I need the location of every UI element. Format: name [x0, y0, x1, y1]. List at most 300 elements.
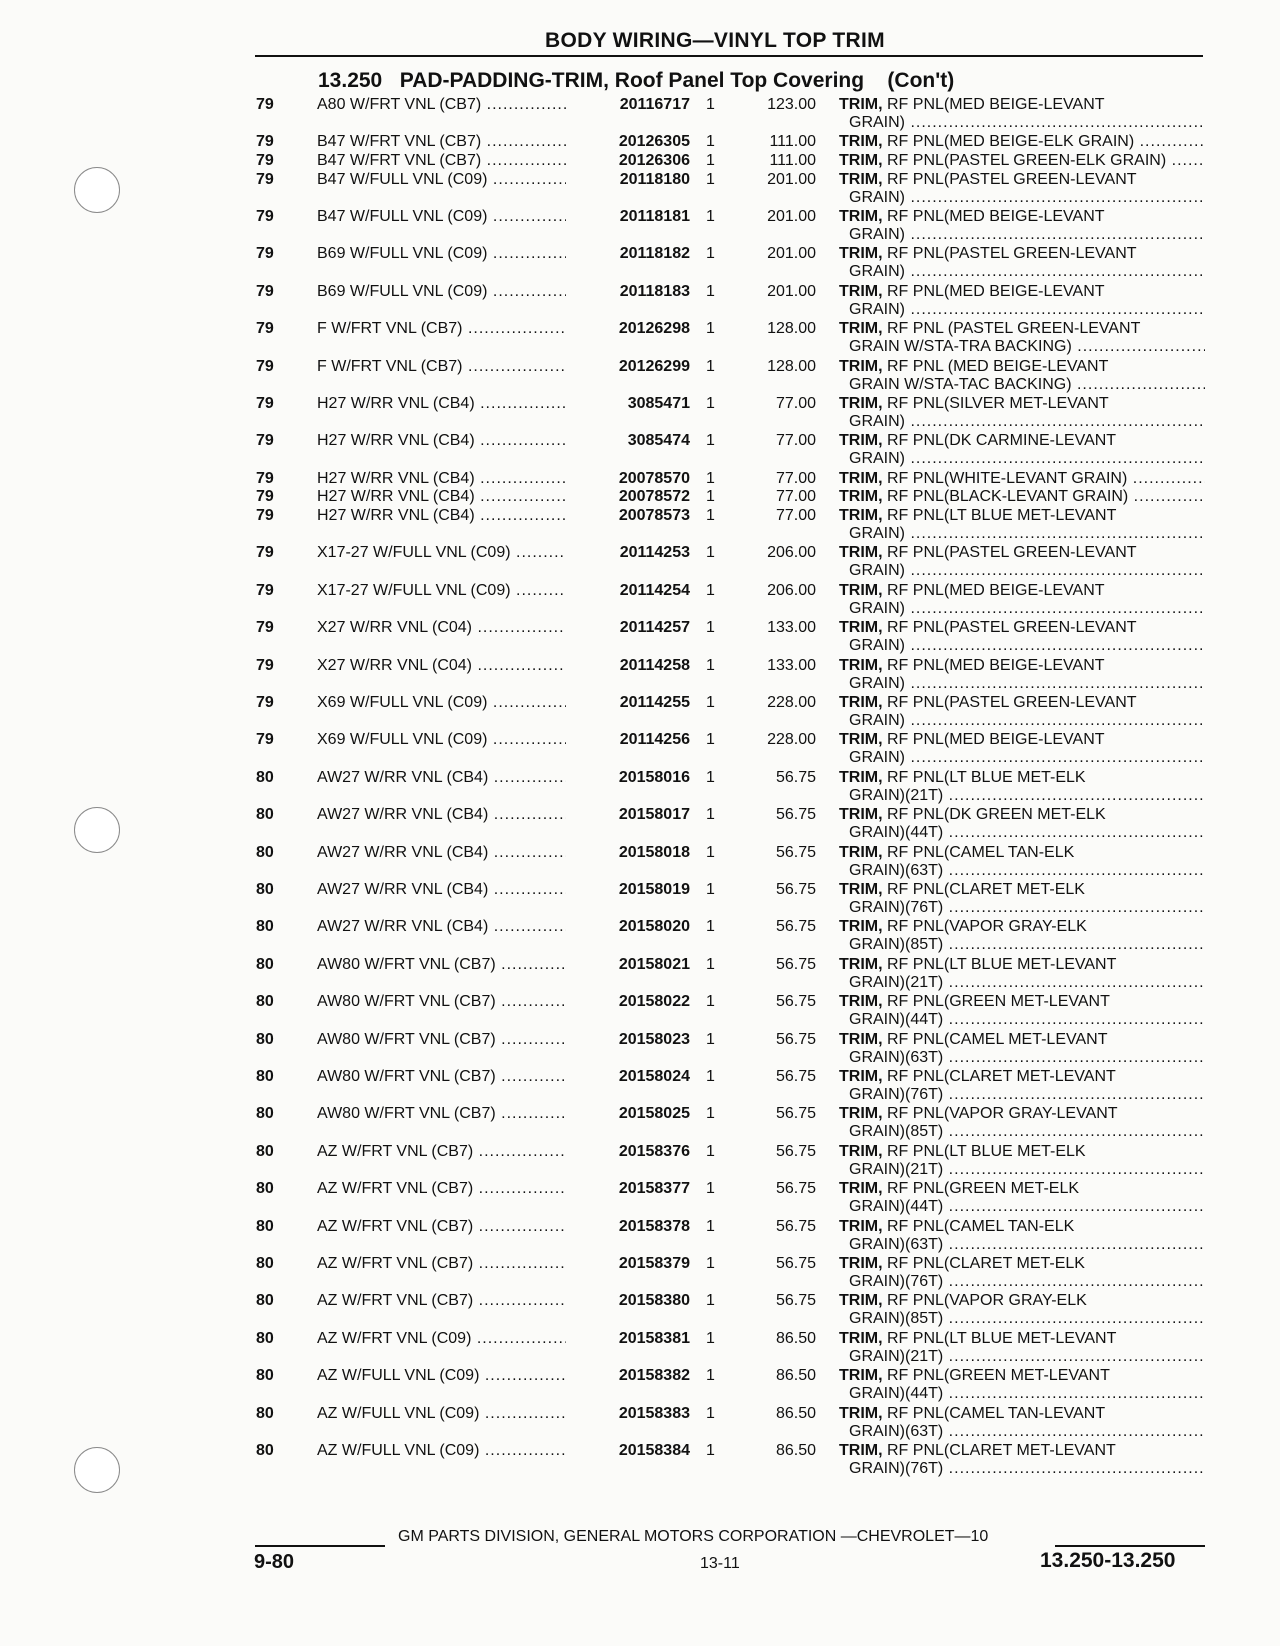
part-name-detail: RF PNL(VAPOR GRAY-ELK: [887, 1292, 1087, 1310]
model-description: AW80 W/FRT VNL (CB7) .....: [317, 1068, 579, 1086]
part-name-detail: RF PNL(CAMEL TAN-LEVANT: [887, 1404, 1106, 1422]
part-name-detail: RF PNL (PASTEL GREEN-LEVANT: [887, 320, 1141, 338]
part-name-keyword: TRIM,: [839, 320, 883, 338]
part-name: [839, 488, 1205, 506]
part-name-continuation: GRAIN)(21T) .....: [839, 974, 1205, 992]
part-number: 20158025: [566, 1105, 690, 1123]
part-name-continuation: GRAIN)(76T) .....: [839, 1273, 1205, 1291]
part-name-keyword: TRIM,: [839, 656, 883, 674]
part-name: [839, 918, 1205, 954]
part-number: 20078570: [566, 470, 690, 488]
part-name-keyword: TRIM,: [839, 469, 883, 487]
part-number: 20114255: [566, 694, 690, 712]
price: 133.00: [767, 656, 816, 674]
part-name-keyword: TRIM,: [839, 432, 883, 450]
fig-number: 79: [256, 619, 274, 637]
part-name-keyword: TRIM,: [839, 1404, 883, 1422]
fig-number: 80: [256, 1180, 274, 1198]
part-name: [839, 283, 1205, 319]
part-number: 20158021: [566, 956, 690, 974]
fig-number: 79: [256, 731, 274, 749]
binder-hole-middle: [74, 807, 120, 853]
part-name-detail: RF PNL(PASTEL GREEN-LEVANT: [887, 170, 1137, 188]
price: 56.75: [775, 1255, 816, 1272]
quantity: 1: [706, 469, 715, 487]
fig-number: 79: [256, 282, 274, 300]
quantity: 1: [706, 170, 715, 188]
fig-number: 80: [256, 1217, 274, 1235]
quantity: 1: [706, 1404, 715, 1422]
part-name-continuation: GRAIN) .....: [839, 637, 1205, 655]
part-name-keyword: TRIM,: [839, 357, 883, 375]
header-rule: [255, 55, 1203, 57]
model-description: AZ W/FULL VNL (C09) .....: [317, 1442, 579, 1460]
part-name: [839, 507, 1205, 543]
model-description: AW80 W/FRT VNL (CB7) .....: [317, 956, 579, 974]
model-description: AZ W/FULL VNL (C09) .....: [317, 1367, 579, 1385]
part-name: [839, 1255, 1205, 1291]
price: 56.75: [775, 1292, 816, 1310]
part-name-continuation: GRAIN)(76T) .....: [839, 1086, 1205, 1104]
quantity: 1: [706, 544, 715, 562]
footer-section-range: 13.250-13.250: [1040, 1549, 1176, 1572]
part-number: 20078572: [566, 488, 690, 506]
model-description: H27 W/RR VNL (CB4) .....: [317, 470, 579, 488]
fig-number: 80: [256, 1142, 274, 1160]
part-name-keyword: TRIM,: [839, 1030, 883, 1048]
part-name-keyword: TRIM,: [839, 1217, 883, 1235]
price: 56.75: [775, 806, 816, 824]
part-name-continuation: GRAIN)(85T) .....: [839, 936, 1205, 954]
part-name: [839, 133, 1205, 151]
part-name: [839, 320, 1205, 356]
part-name: [839, 619, 1205, 655]
fig-number: 79: [256, 152, 274, 169]
binder-hole-bottom: [74, 1447, 120, 1493]
quantity: 1: [706, 1329, 715, 1347]
quantity: 1: [706, 1292, 715, 1310]
quantity: 1: [706, 1367, 715, 1385]
model-description: X69 W/FULL VNL (C09) .....: [317, 694, 579, 712]
quantity: 1: [706, 694, 715, 711]
part-number: 20158381: [566, 1330, 690, 1348]
part-name-detail: RF PNL(LT BLUE MET-LEVANT: [887, 507, 1117, 524]
fig-number: 80: [256, 1367, 274, 1385]
quantity: 1: [706, 507, 715, 524]
quantity: 1: [706, 282, 715, 300]
model-description: H27 W/RR VNL (CB4) .....: [317, 488, 579, 506]
part-name: [839, 1180, 1205, 1216]
part-name: [839, 582, 1205, 618]
price: 56.75: [775, 1142, 816, 1160]
part-name-detail: RF PNL(PASTEL GREEN-LEVANT: [887, 245, 1137, 263]
part-name: [839, 358, 1205, 394]
price: 86.50: [775, 1329, 816, 1347]
part-name-continuation: GRAIN) .....: [839, 712, 1205, 730]
part-name-detail: RF PNL(SILVER MET-LEVANT: [887, 395, 1109, 412]
part-name: [839, 731, 1205, 767]
part-name: [839, 1031, 1205, 1067]
part-name-detail: RF PNL(CAMEL MET-LEVANT: [887, 1030, 1108, 1048]
part-name: [839, 956, 1205, 992]
part-name-detail: RF PNL(MED BEIGE-ELK GRAIN): [887, 133, 1135, 151]
part-name-detail: RF PNL(CLARET MET-LEVANT: [887, 1442, 1116, 1459]
part-number: 20114257: [566, 619, 690, 637]
price: 128.00: [767, 357, 816, 375]
model-description: X69 W/FULL VNL (C09) .....: [317, 731, 579, 749]
price: 86.50: [775, 1442, 816, 1459]
part-name-detail: RF PNL(GREEN MET-ELK: [887, 1180, 1080, 1198]
part-name: [839, 470, 1205, 488]
part-name-keyword: TRIM,: [839, 768, 883, 786]
part-number: 20158022: [566, 993, 690, 1011]
part-name: [839, 1367, 1205, 1403]
part-name-continuation: GRAIN) .....: [839, 525, 1205, 543]
price: 56.75: [775, 843, 816, 861]
part-name: [839, 432, 1205, 468]
fig-number: 79: [256, 488, 274, 506]
part-name-detail: RF PNL(VAPOR GRAY-LEVANT: [887, 1105, 1118, 1123]
fig-number: 79: [256, 245, 274, 263]
part-number: 20158379: [566, 1255, 690, 1273]
model-description: B47 W/FULL VNL (C09) .....: [317, 208, 579, 226]
quantity: 1: [706, 96, 715, 113]
part-name-keyword: TRIM,: [839, 282, 883, 300]
part-name-continuation: GRAIN) .....: [839, 263, 1205, 281]
part-name-detail: RF PNL(MED BEIGE-LEVANT: [887, 731, 1105, 749]
quantity: 1: [706, 1105, 715, 1123]
part-name-detail: RF PNL(WHITE-LEVANT GRAIN): [887, 469, 1128, 487]
part-name-continuation: GRAIN) .....: [839, 189, 1205, 207]
part-name: [839, 694, 1205, 730]
quantity: 1: [706, 768, 715, 786]
model-description: AZ W/FRT VNL (C09) .....: [317, 1330, 579, 1348]
part-name-keyword: TRIM,: [839, 152, 883, 169]
part-number: 20158024: [566, 1068, 690, 1086]
price: 111.00: [769, 152, 816, 169]
part-number: 20158378: [566, 1218, 690, 1236]
quantity: 1: [706, 731, 715, 749]
part-name-keyword: TRIM,: [839, 918, 883, 936]
fig-number: 80: [256, 1030, 274, 1048]
part-name: [839, 657, 1205, 693]
part-name-continuation: GRAIN) .....: [839, 413, 1205, 431]
page-title: BODY WIRING—VINYL TOP TRIM: [545, 29, 885, 52]
part-name-keyword: TRIM,: [839, 488, 883, 506]
part-number: 20118182: [566, 245, 690, 263]
part-number: 20078573: [566, 507, 690, 525]
price: 201.00: [767, 170, 816, 188]
section-title: PAD-PADDING-TRIM, Roof Panel Top Covering: [399, 69, 865, 92]
part-name: [839, 1405, 1205, 1441]
model-description: H27 W/RR VNL (CB4) .....: [317, 507, 579, 525]
part-name-keyword: TRIM,: [839, 245, 883, 263]
part-name-continuation: GRAIN) .....: [839, 114, 1205, 132]
fig-number: 80: [256, 1255, 274, 1272]
part-name: [839, 245, 1205, 281]
part-name-detail: RF PNL(PASTEL GREEN-LEVANT: [887, 619, 1137, 637]
fig-number: 79: [256, 694, 274, 711]
part-number: 20158016: [566, 769, 690, 787]
fig-number: 80: [256, 806, 274, 824]
fig-number: 79: [256, 432, 274, 450]
part-name-keyword: TRIM,: [839, 1105, 883, 1123]
fig-number: 79: [256, 395, 274, 412]
quantity: 1: [706, 1217, 715, 1235]
price: 133.00: [767, 619, 816, 637]
part-name: [839, 1292, 1205, 1328]
fig-number: 80: [256, 843, 274, 861]
fig-number: 80: [256, 1292, 274, 1310]
part-number: 20158377: [566, 1180, 690, 1198]
quantity: 1: [706, 395, 715, 412]
part-name-detail: RF PNL(GREEN MET-LEVANT: [887, 1367, 1110, 1385]
part-name: [839, 769, 1205, 805]
part-name-detail: RF PNL(GREEN MET-LEVANT: [887, 993, 1110, 1011]
part-name: [839, 171, 1205, 207]
model-description: AZ W/FRT VNL (CB7) .....: [317, 1180, 579, 1198]
price: 201.00: [767, 282, 816, 300]
part-name: [839, 881, 1205, 917]
part-name-keyword: TRIM,: [839, 731, 883, 749]
quantity: 1: [706, 208, 715, 225]
part-name-keyword: TRIM,: [839, 1292, 883, 1310]
model-description: A80 W/FRT VNL (CB7) .....: [317, 96, 579, 114]
part-name: [839, 1442, 1205, 1478]
part-name-keyword: TRIM,: [839, 1367, 883, 1385]
quantity: 1: [706, 1255, 715, 1272]
price: 77.00: [775, 469, 816, 487]
fig-number: 80: [256, 768, 274, 786]
footer-rule-left: [255, 1545, 385, 1547]
price: 228.00: [767, 694, 816, 711]
model-description: AZ W/FRT VNL (CB7) .....: [317, 1255, 579, 1273]
section-heading: [318, 69, 954, 93]
part-number: 20118183: [566, 283, 690, 301]
part-name: [839, 1105, 1205, 1141]
price: 56.75: [775, 918, 816, 936]
price: 206.00: [767, 581, 816, 599]
price: 56.75: [775, 955, 816, 973]
fig-number: 79: [256, 357, 274, 375]
price: 56.75: [775, 1180, 816, 1198]
price: 86.50: [775, 1367, 816, 1385]
part-name-continuation: GRAIN) .....: [839, 562, 1205, 580]
model-description: B69 W/FULL VNL (C09) .....: [317, 283, 579, 301]
part-name-keyword: TRIM,: [839, 170, 883, 188]
model-description: AW27 W/RR VNL (CB4) .....: [317, 881, 579, 899]
model-description: AZ W/FRT VNL (CB7) .....: [317, 1143, 579, 1161]
model-description: AW80 W/FRT VNL (CB7) .....: [317, 993, 579, 1011]
part-name-detail: RF PNL(CLARET MET-LEVANT: [887, 1068, 1116, 1085]
price: 111.00: [769, 133, 816, 151]
binder-hole-top: [74, 167, 120, 213]
part-name-keyword: TRIM,: [839, 993, 883, 1011]
part-name-keyword: TRIM,: [839, 694, 883, 711]
part-number: 20158383: [566, 1405, 690, 1423]
part-name-detail: RF PNL(LT BLUE MET-LEVANT: [887, 1329, 1117, 1347]
quantity: 1: [706, 955, 715, 973]
quantity: 1: [706, 918, 715, 936]
part-number: 20158376: [566, 1143, 690, 1161]
quantity: 1: [706, 152, 715, 169]
part-number: 20158382: [566, 1367, 690, 1385]
fig-number: 79: [256, 507, 274, 524]
part-number: 20158023: [566, 1031, 690, 1049]
part-name-detail: RF PNL(DK GREEN MET-ELK: [887, 806, 1106, 824]
part-name: [839, 395, 1205, 431]
part-number: 20126298: [566, 320, 690, 338]
part-name-continuation: GRAIN) .....: [839, 600, 1205, 618]
part-name-continuation: GRAIN)(44T) .....: [839, 1198, 1205, 1216]
section-number: 13.250: [318, 69, 383, 92]
model-description: X17-27 W/FULL VNL (C09) .....: [317, 582, 579, 600]
fig-number: 80: [256, 1404, 274, 1422]
part-number: 20158017: [566, 806, 690, 824]
part-number: 20116717: [566, 96, 690, 114]
part-name-keyword: TRIM,: [839, 1442, 883, 1459]
part-number: 3085474: [566, 432, 690, 450]
part-name-keyword: TRIM,: [839, 806, 883, 824]
part-name-continuation: GRAIN)(21T) .....: [839, 1161, 1205, 1179]
part-number: 20114253: [566, 544, 690, 562]
part-name-continuation: GRAIN) .....: [839, 675, 1205, 693]
quantity: 1: [706, 619, 715, 637]
fig-number: 79: [256, 656, 274, 674]
fig-number: 80: [256, 1329, 274, 1347]
part-name: [839, 152, 1205, 170]
price: 56.75: [775, 1217, 816, 1235]
part-name-detail: RF PNL(MED BEIGE-LEVANT: [887, 282, 1105, 300]
fig-number: 80: [256, 918, 274, 936]
part-number: 20114258: [566, 657, 690, 675]
part-name-continuation: GRAIN)(63T) .....: [839, 1423, 1205, 1441]
part-name-detail: RF PNL(DK CARMINE-LEVANT: [887, 432, 1117, 450]
price: 123.00: [767, 96, 816, 113]
part-name-detail: RF PNL(LT BLUE MET-ELK: [887, 768, 1086, 786]
fig-number: 80: [256, 1442, 274, 1459]
part-name-continuation: GRAIN)(63T) .....: [839, 1049, 1205, 1067]
part-name-detail: RF PNL(CLARET MET-ELK: [887, 1255, 1085, 1272]
part-name-detail: RF PNL (MED BEIGE-LEVANT: [887, 357, 1109, 375]
model-description: AW27 W/RR VNL (CB4) .....: [317, 769, 579, 787]
part-name-continuation: GRAIN)(21T) .....: [839, 1348, 1205, 1366]
model-description: X17-27 W/FULL VNL (C09) .....: [317, 544, 579, 562]
part-name: [839, 96, 1205, 132]
part-name-continuation: GRAIN) .....: [839, 450, 1205, 468]
model-description: AZ W/FRT VNL (CB7) .....: [317, 1218, 579, 1236]
part-name-keyword: TRIM,: [839, 581, 883, 599]
part-name-keyword: TRIM,: [839, 619, 883, 637]
fig-number: 79: [256, 133, 274, 151]
part-number: 20158384: [566, 1442, 690, 1460]
price: 56.75: [775, 881, 816, 898]
model-description: AW27 W/RR VNL (CB4) .....: [317, 806, 579, 824]
part-name-continuation: GRAIN)(44T) .....: [839, 1385, 1205, 1403]
part-name-detail: RF PNL(MED BEIGE-LEVANT: [887, 96, 1105, 113]
part-number: 20158018: [566, 844, 690, 862]
part-name-detail: RF PNL(VAPOR GRAY-ELK: [887, 918, 1087, 936]
fig-number: 79: [256, 544, 274, 562]
price: 56.75: [775, 768, 816, 786]
part-number: 20126306: [566, 152, 690, 170]
model-description: X27 W/RR VNL (C04) .....: [317, 657, 579, 675]
quantity: 1: [706, 1030, 715, 1048]
quantity: 1: [706, 245, 715, 263]
part-number: 20118180: [566, 171, 690, 189]
part-name-detail: RF PNL(MED BEIGE-LEVANT: [887, 581, 1105, 599]
part-name-keyword: TRIM,: [839, 1180, 883, 1198]
quantity: 1: [706, 1442, 715, 1459]
part-name-detail: RF PNL(CAMEL TAN-ELK: [887, 843, 1075, 861]
model-description: AZ W/FRT VNL (CB7) .....: [317, 1292, 579, 1310]
model-description: B69 W/FULL VNL (C09) .....: [317, 245, 579, 263]
quantity: 1: [706, 320, 715, 338]
section-cont: (Con't): [887, 69, 955, 92]
fig-number: 80: [256, 993, 274, 1011]
price: 56.75: [775, 993, 816, 1011]
part-name-keyword: TRIM,: [839, 208, 883, 225]
footer-publisher: GM PARTS DIVISION, GENERAL MOTORS CORPORATION —CHEVROLET—10: [398, 1528, 989, 1545]
quantity: 1: [706, 357, 715, 375]
fig-number: 80: [256, 1068, 274, 1085]
price: 77.00: [775, 507, 816, 524]
part-name-continuation: GRAIN)(21T) .....: [839, 787, 1205, 805]
model-description: B47 W/FULL VNL (C09) .....: [317, 171, 579, 189]
model-description: B47 W/FRT VNL (CB7) .....: [317, 152, 579, 170]
price: 228.00: [767, 731, 816, 749]
part-number: 20158019: [566, 881, 690, 899]
part-name: [839, 806, 1205, 842]
part-name-continuation: GRAIN)(76T) .....: [839, 899, 1205, 917]
price: 206.00: [767, 544, 816, 562]
part-name-continuation: GRAIN)(44T) .....: [839, 824, 1205, 842]
model-description: B47 W/FRT VNL (CB7) .....: [317, 133, 579, 151]
footer-rule-right: [1055, 1545, 1205, 1547]
fig-number: 79: [256, 581, 274, 599]
price: 201.00: [767, 245, 816, 263]
part-name-continuation: GRAIN W/STA-TRA BACKING) .....: [839, 338, 1205, 356]
fig-number: 79: [256, 170, 274, 188]
part-name: [839, 993, 1205, 1029]
part-number: 20118181: [566, 208, 690, 226]
quantity: 1: [706, 133, 715, 151]
part-name-keyword: TRIM,: [839, 133, 883, 151]
part-name-detail: RF PNL(PASTEL GREEN-ELK GRAIN): [887, 152, 1167, 169]
price: 128.00: [767, 320, 816, 338]
part-name-detail: RF PNL(MED BEIGE-LEVANT: [887, 208, 1105, 225]
price: 77.00: [775, 432, 816, 450]
part-number: 20114254: [566, 582, 690, 600]
part-name-keyword: TRIM,: [839, 1329, 883, 1347]
part-number: 3085471: [566, 395, 690, 413]
quantity: 1: [706, 1180, 715, 1198]
part-name-detail: RF PNL(PASTEL GREEN-LEVANT: [887, 544, 1137, 562]
part-name: [839, 544, 1205, 580]
part-number: 20126299: [566, 358, 690, 376]
quantity: 1: [706, 806, 715, 824]
part-name-detail: RF PNL(CAMEL TAN-ELK: [887, 1217, 1075, 1235]
part-name-detail: RF PNL(LT BLUE MET-LEVANT: [887, 955, 1117, 973]
part-name-keyword: TRIM,: [839, 955, 883, 973]
price: 56.75: [775, 1105, 816, 1123]
part-name-keyword: TRIM,: [839, 881, 883, 898]
footer-date: 9-80: [254, 1551, 295, 1573]
price: 201.00: [767, 208, 816, 225]
part-name-keyword: TRIM,: [839, 843, 883, 861]
part-name-keyword: TRIM,: [839, 1068, 883, 1085]
part-number: 20126305: [566, 133, 690, 151]
